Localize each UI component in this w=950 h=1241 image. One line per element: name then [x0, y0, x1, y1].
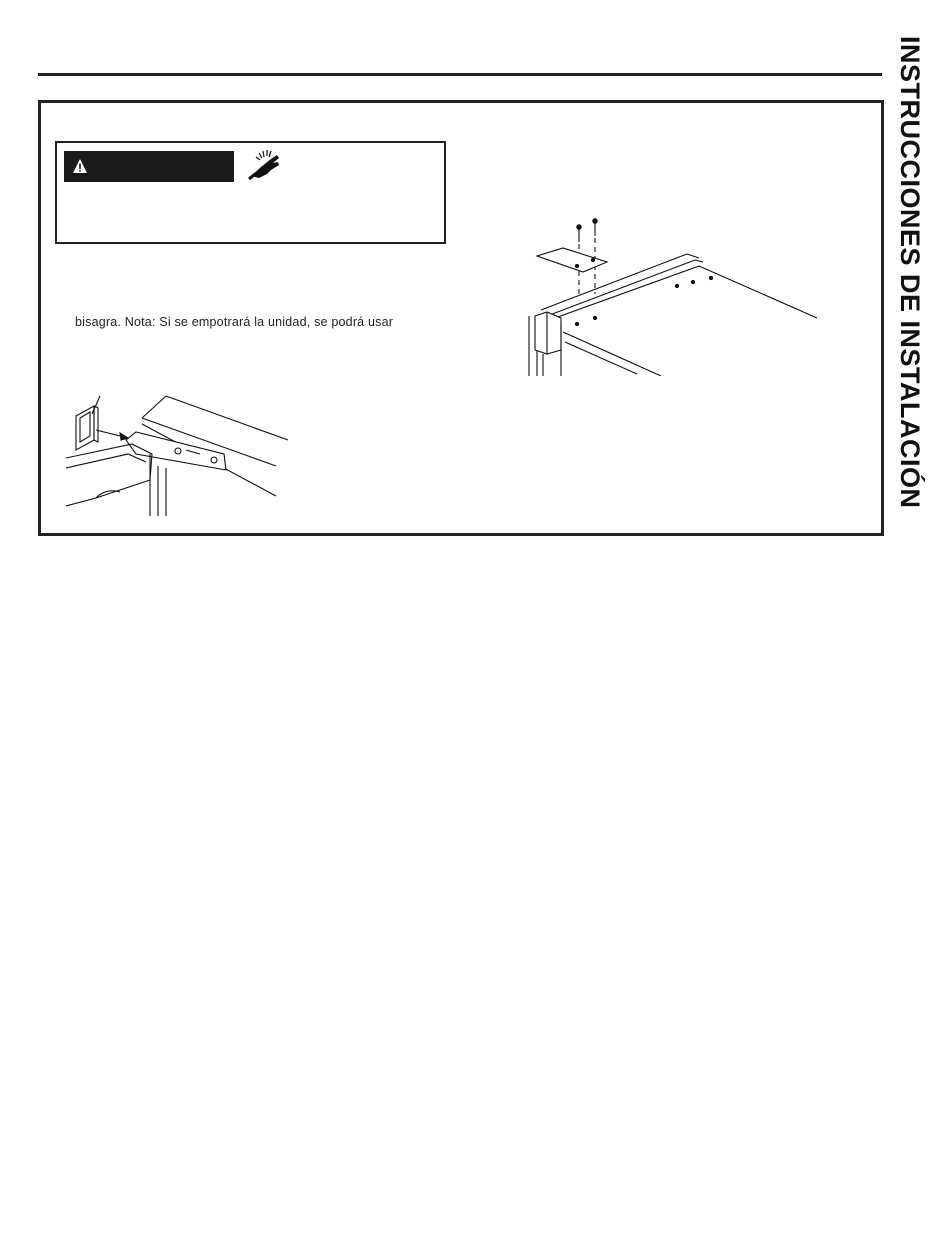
hand-crush-hazard-icon [247, 149, 285, 183]
warning-label [64, 151, 234, 182]
hinge-cover-illustration [66, 388, 290, 516]
top-bracket-illustration [527, 214, 833, 376]
side-section-title [888, 36, 948, 596]
hinge-note-text: bisagra. Nota: Si se empotrará la unidad, se podrá usar [75, 315, 394, 329]
warning-box [55, 141, 446, 244]
side-title-text: INSTRUCCIONES DE INSTALACIÓN [895, 36, 925, 509]
warning-triangle-icon [72, 158, 88, 174]
header-rule [38, 73, 882, 76]
